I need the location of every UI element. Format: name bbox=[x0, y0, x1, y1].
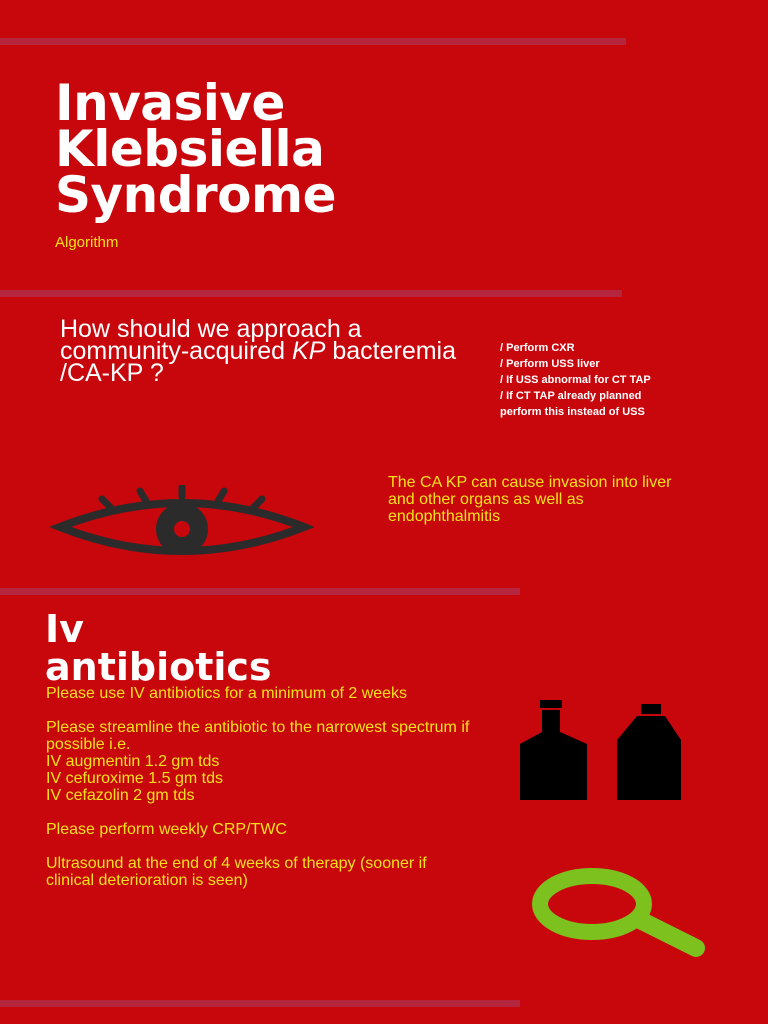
guidance-intro: Please streamline the antibiotic to the narrowest spectrum if possible i.e. bbox=[46, 719, 470, 753]
eye-icon bbox=[50, 485, 314, 570]
subtitle: Algorithm bbox=[55, 234, 119, 251]
step-item: / If CT TAP already planned bbox=[500, 390, 642, 402]
question-text: How should we approach a community-acquired bbox=[60, 315, 362, 365]
antibiotics-guidance bbox=[46, 685, 476, 906]
guidance-paragraph bbox=[46, 719, 476, 804]
step-item: / If USS abnormal for CT TAP bbox=[500, 374, 651, 386]
magnifying-glass-icon bbox=[530, 866, 710, 971]
approach-question bbox=[60, 315, 480, 387]
step-item: / Perform USS liver bbox=[500, 358, 600, 370]
guidance-paragraph: Please perform weekly CRP/TWC bbox=[46, 821, 287, 838]
antibiotic-option: IV augmentin 1.2 gm tds bbox=[46, 753, 220, 770]
divider-bottom bbox=[0, 1000, 520, 1007]
step-item: perform this instead of USS bbox=[500, 406, 645, 418]
title-line: Klebsiella bbox=[55, 120, 325, 178]
complication-note: The CA KP can cause invasion into liver and other organs as well as endophthalmitis bbox=[388, 474, 672, 525]
guidance-paragraph: Ultrasound at the end of 4 weeks of therapy (sooner if clinical deterioration is seen) bbox=[46, 855, 427, 889]
title-line: Invasive bbox=[55, 74, 285, 132]
divider-middle bbox=[0, 588, 520, 595]
antibiotic-option: IV cefuroxime 1.5 gm tds bbox=[46, 770, 223, 787]
guidance-paragraph: Please use IV antibiotics for a minimum of 2 weeks bbox=[46, 685, 408, 702]
question-text: bacteremia /CA-KP ? bbox=[60, 337, 457, 387]
section-title-line: Iv bbox=[45, 607, 84, 651]
antibiotic-option: IV cefazolin 2 gm tds bbox=[46, 787, 195, 804]
page-title bbox=[55, 74, 337, 224]
divider-top bbox=[0, 38, 626, 45]
question-italic: KP bbox=[292, 337, 326, 365]
divider-header bbox=[0, 290, 622, 297]
section-title-line: antibiotics bbox=[45, 645, 272, 689]
workup-steps bbox=[500, 340, 651, 420]
medicine-bottles-icon bbox=[515, 698, 687, 807]
step-item: / Perform CXR bbox=[500, 342, 575, 354]
title-line: Syndrome bbox=[55, 166, 337, 224]
section-title-antibiotics bbox=[45, 607, 272, 689]
